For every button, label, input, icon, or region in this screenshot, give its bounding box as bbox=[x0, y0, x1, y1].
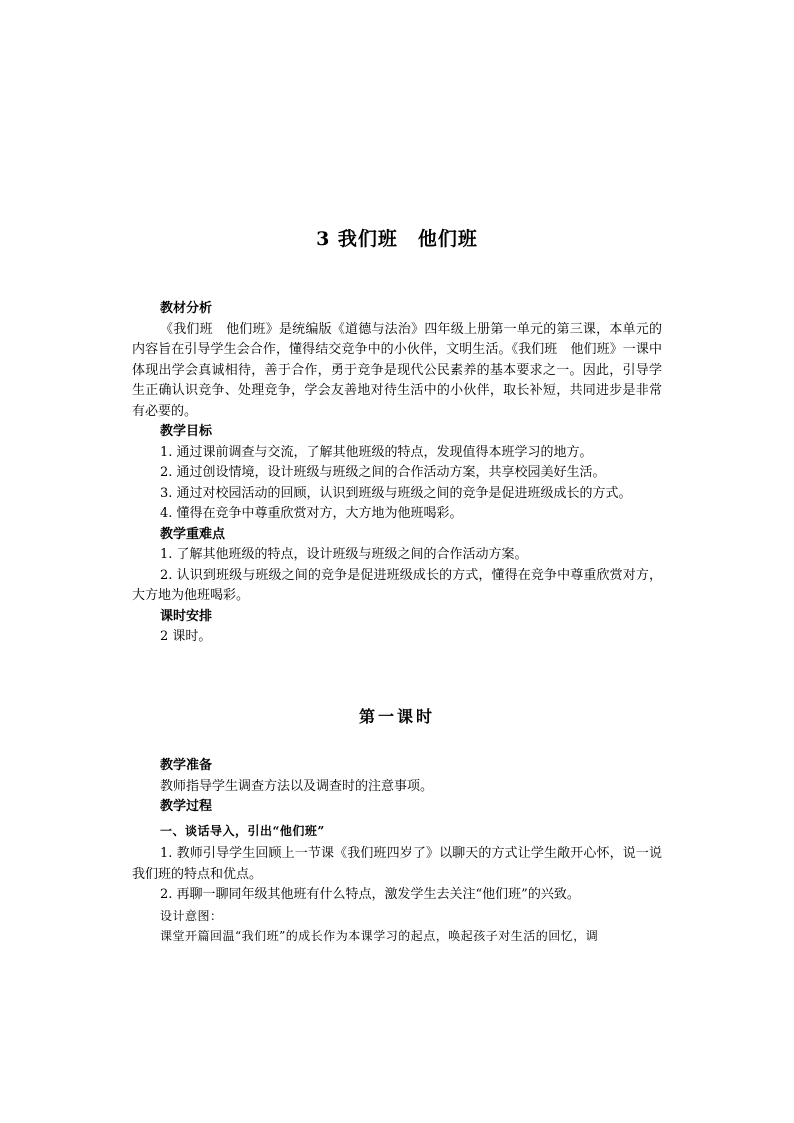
schedule-text: 2 课时。 bbox=[160, 629, 212, 644]
first-lesson-title: 第一课时 bbox=[358, 707, 435, 726]
goal-item: 3. 通过对校园活动的回顾，认识到班级与班级之间的竞争是促进班级成长的方式。 bbox=[160, 485, 632, 501]
key-point-item: 1. 了解其他班级的特点，设计班级与班级之间的合作活动方案。 bbox=[160, 547, 528, 562]
design-intent-label: 设计意图： bbox=[160, 908, 223, 923]
goal-item: 2. 通过创设情境，设计班级与班级之间的合作活动方案，共享校园美好生活。 bbox=[160, 465, 606, 480]
analysis-heading: 教材分析 bbox=[160, 301, 213, 316]
prep-heading: 教学准备 bbox=[160, 758, 213, 773]
design-intent-text: 课堂开篇回温“我们班”的成长作为本课学习的起点，唤起孩子对生活的回忆，调 bbox=[160, 929, 599, 943]
key-point-item: 2. 认识到班级与班级之间的竞争是促进班级成长的方式，懂得在竞争中尊重欣赏对方，大方地为他班喝彩。 bbox=[132, 567, 662, 603]
lesson-title: 3 我们班 他们班 bbox=[316, 228, 478, 250]
step1-item: 2. 再聊一聊同年级其他班有什么特点，激发学生去关注“他们班”的兴致。 bbox=[160, 887, 580, 902]
goal-item: 1. 通过课前调查与交流，了解其他班级的特点，发现值得本班学习的地方。 bbox=[160, 444, 593, 460]
prep-text: 教师指导学生调查方法以及调查时的注意事项。 bbox=[160, 778, 434, 794]
goals-heading: 教学目标 bbox=[160, 424, 213, 439]
lesson-section bbox=[132, 756, 662, 947]
step1-heading: 一、谈话导入，引出“他们班” bbox=[160, 823, 325, 838]
key-points-heading: 教学重难点 bbox=[160, 526, 226, 542]
analysis-paragraph: 《我们班 他们班》是统编版《道德与法治》四年级上册第一单元的第三课，本单元的内容旨在引导学生会合作，懂得结交竞争中的小伙伴，文明生活。《我们班 他们班》一课中体现出学会真诚相待，善于合作，勇于竞争是现代公民素养的基本要求之一。因此，引导学生正确认识竞争、处理竞争，学会友善地对待生活中的小伙伴，取长补短，共同进步是非常有必要的。 bbox=[132, 321, 662, 419]
step1-item: 1. 教师引导学生回顾上一节课《我们班四岁了》以聊天的方式让学生敞开心怀，说一说我们班的特点和优点。 bbox=[132, 846, 662, 882]
process-heading: 教学过程 bbox=[160, 799, 213, 814]
goal-item: 4. 懂得在竞争中尊重欣赏对方，大方地为他班喝彩。 bbox=[160, 506, 463, 521]
schedule-heading: 课时安排 bbox=[160, 608, 213, 624]
overview-section bbox=[132, 299, 662, 648]
